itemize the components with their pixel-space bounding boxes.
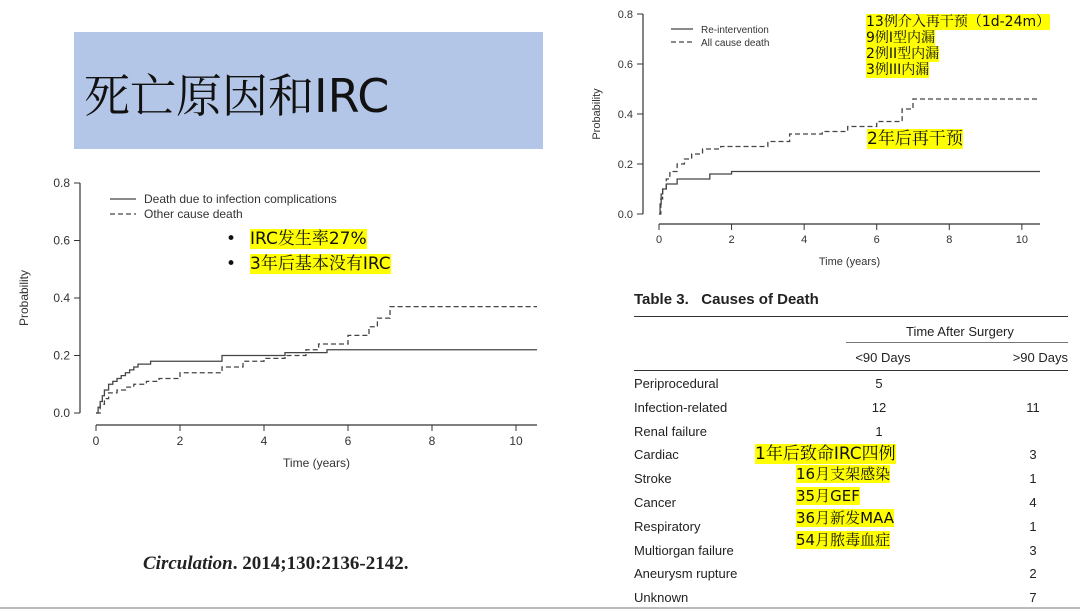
x-axis-label: Time (years)	[283, 456, 350, 470]
row-late-count: 11	[1026, 399, 1040, 415]
table-title: Table 3. Causes of Death	[634, 291, 819, 308]
table-row	[634, 400, 1068, 420]
x-tick-label: 4	[801, 234, 808, 246]
series-dashed-line	[659, 99, 1040, 214]
y-tick-label: 0.2	[617, 159, 633, 171]
legend-label: All cause death	[701, 38, 770, 49]
row-label: Cancer	[634, 495, 676, 510]
row-label: Respiratory	[634, 518, 701, 534]
row-late-count: 3	[1029, 542, 1037, 558]
x-tick-label: 10	[509, 434, 523, 448]
reintervention-notes	[866, 14, 1050, 78]
legend-label: Other cause death	[144, 207, 243, 221]
chart-infection-death	[0, 160, 560, 500]
row-early-count: 1	[875, 423, 883, 439]
col-header-late: >90 Days	[1012, 350, 1068, 365]
fatal-irc-title: 1年后致命IRC四例	[755, 444, 896, 464]
row-label: Stroke	[634, 471, 672, 487]
row-label: Periprocedural	[634, 376, 719, 391]
row-label: Unknown	[634, 590, 689, 606]
y-tick-label: 0.8	[53, 176, 70, 190]
legend-label: Death due to infection complications	[144, 192, 337, 206]
x-tick-label: 6	[344, 434, 352, 448]
table-header-rule	[634, 370, 1068, 371]
x-tick-label: 2	[176, 434, 184, 448]
fatal-irc-cases	[796, 463, 894, 551]
row-late-count: 2	[1029, 566, 1037, 582]
table-top-rule	[634, 316, 1068, 317]
fatal-case: 54月脓毒血症	[796, 531, 891, 549]
series-solid-line	[659, 172, 1040, 215]
row-late-count: 1	[1029, 471, 1037, 487]
y-tick-label: 0.2	[53, 348, 70, 363]
note-line: 9例I型内漏	[866, 30, 936, 46]
y-tick-label: 0.6	[617, 59, 633, 71]
note-line: 3例III内漏	[866, 62, 930, 78]
row-label: Renal failure	[634, 423, 707, 439]
fatal-case: 16月支架感染	[796, 465, 891, 483]
row-label: Multiorgan failure	[634, 542, 734, 558]
table-span-header: Time After Surgery	[906, 324, 1014, 339]
y-axis-label: Probability	[17, 269, 31, 327]
y-axis-label: Probability	[591, 88, 603, 140]
row-early-count: 5	[875, 376, 883, 391]
x-tick-label: 10	[1015, 234, 1028, 246]
row-late-count: 1	[1029, 518, 1037, 534]
x-tick-label: 4	[260, 434, 268, 448]
col-header-early: <90 Days	[855, 350, 911, 365]
x-tick-label: 2	[728, 234, 735, 246]
slide-title: 死亡原因和IRC	[84, 69, 390, 123]
table-row	[634, 376, 1068, 396]
table-row	[634, 566, 1068, 586]
bullet-irc-rate: • IRC发生率27%	[226, 229, 367, 249]
x-tick-label: 8	[946, 234, 953, 246]
row-late-count: 4	[1029, 495, 1037, 510]
x-axis-label: Time (years)	[818, 256, 881, 268]
y-tick-label: 0.6	[53, 233, 70, 248]
row-label: Infection-related	[634, 399, 728, 415]
y-tick-label: 0.0	[617, 209, 633, 221]
row-early-count: 12	[871, 399, 887, 415]
note-after-two-years: 2年后再干预	[867, 129, 963, 149]
series-dashed-line	[96, 307, 537, 413]
note-line: 13例介入再干预（1d-24m）	[866, 14, 1051, 30]
x-tick-label: 6	[873, 234, 880, 246]
row-label: Aneurysm rupture	[634, 566, 738, 582]
citation: Circulation. 2014;130:2136-2142.	[143, 553, 409, 574]
y-tick-label: 0.0	[53, 406, 70, 420]
legend-label: Re-intervention	[701, 25, 769, 36]
bullet-irc-after-3y: • 3年后基本没有IRC	[226, 254, 391, 274]
series-solid-line	[96, 350, 537, 413]
note-line: 2例II型内漏	[866, 46, 940, 62]
row-late-count: 3	[1029, 447, 1037, 463]
row-label: Cardiac	[634, 447, 679, 463]
x-tick-label: 0	[92, 434, 100, 448]
slide-bottom-border	[0, 607, 1080, 609]
y-tick-label: 0.4	[53, 291, 70, 305]
x-tick-label: 0	[655, 234, 663, 246]
fatal-case: 35月GEF	[796, 487, 860, 505]
table-span-rule	[846, 342, 1068, 343]
y-tick-label: 0.8	[617, 9, 633, 21]
y-tick-label: 0.4	[617, 109, 633, 121]
fatal-case: 36月新发MAA	[796, 509, 894, 527]
x-tick-label: 8	[428, 434, 436, 448]
row-late-count: 7	[1029, 590, 1037, 606]
